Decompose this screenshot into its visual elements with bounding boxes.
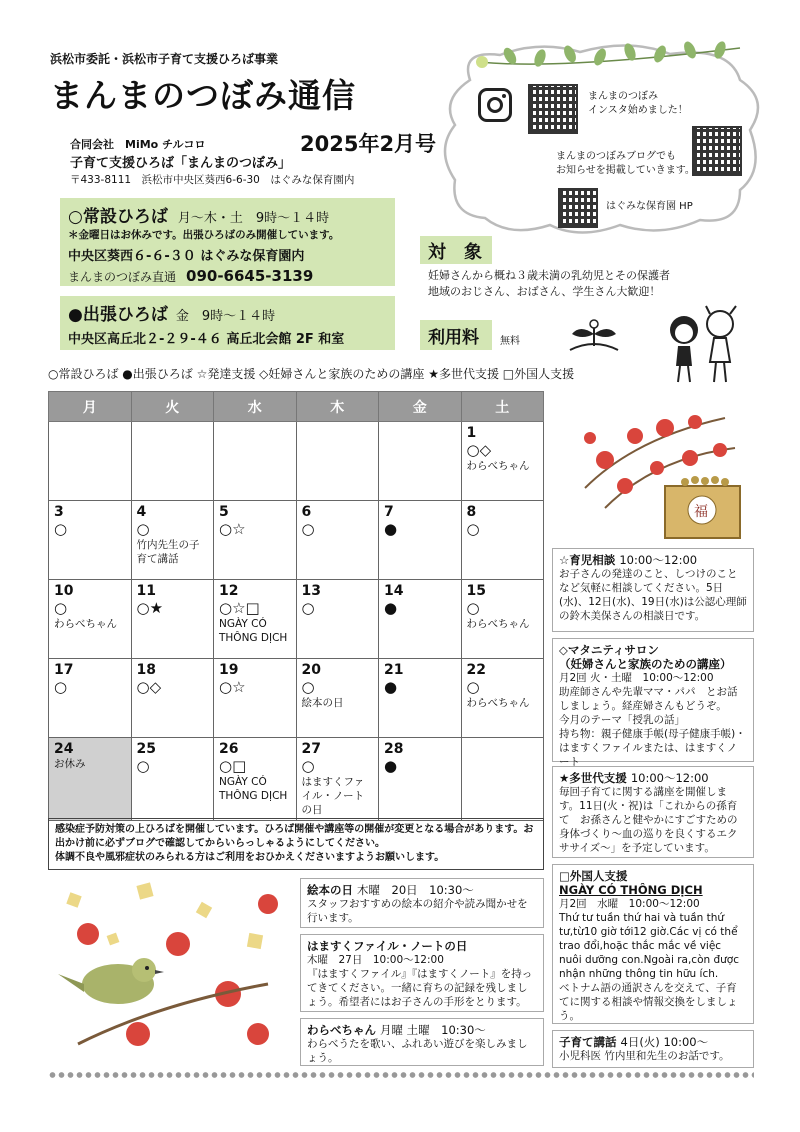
outreach-address: 中央区高丘北２-２９-４６ 高丘北会館 2F 和室 — [68, 332, 345, 347]
issue-date: 2025年2月号 — [300, 132, 437, 156]
day-number: 12 — [219, 583, 239, 599]
day-symbols: ○☆ — [219, 520, 246, 538]
hamasuku-time: 木曜 27日 10:00〜12:00 — [307, 954, 444, 966]
calendar-day-cell — [214, 580, 297, 659]
day-number: 13 — [301, 583, 321, 599]
blog-text: まんまのつぼみブログでも お知らせを掲載していきます。 — [556, 151, 695, 176]
warabe-time: 月曜 土曜 10:30〜 — [380, 1023, 486, 1037]
day-note: わらべちゃん — [466, 697, 530, 709]
day-note: わらべちゃん — [466, 618, 530, 630]
fee-label: 利用料 — [420, 320, 492, 350]
day-note: わらべちゃん — [466, 460, 530, 472]
foreign-time: 月2回 水曜 10:00〜12:00 — [559, 898, 700, 910]
hiroba-address: 〒433-8111 浜松市中央区葵西6-6-30 はぐみな保育園内 — [70, 174, 355, 186]
hp-qr-code — [558, 188, 598, 228]
day-number: 1 — [466, 425, 477, 441]
calendar-day-cell — [214, 501, 297, 580]
notice-box — [48, 818, 544, 870]
regular-title: ○常設ひろば — [68, 207, 168, 227]
day-note: NGÀY CÓ THÔNG DỊCH — [219, 776, 288, 802]
day-symbols: ● — [384, 757, 398, 775]
maternity-body: 助産師さんや先輩ママ・パパ とお話しましょう。経産婦さんもどうぞ。 — [559, 686, 738, 712]
calendar-day-cell — [296, 580, 379, 659]
weekday-sat: 土 — [461, 392, 544, 422]
notice-line1: 感染症予防対策の上ひろばを開催しています。ひろば開催や講座等の開催が変更となる場合があります。お出かけ前に必ずブログで確認してからいらっしゃるようにしてください。 — [55, 824, 534, 849]
day-symbols: ○ — [466, 599, 480, 617]
day-number: 14 — [384, 583, 404, 599]
bush-warbler-plum-illustration — [48, 874, 294, 1066]
side-kowa — [552, 1030, 754, 1068]
day-number: 7 — [384, 504, 394, 520]
phone-label: まんまのつぼみ直通 — [68, 270, 177, 284]
day-number: 25 — [136, 741, 156, 757]
calendar-day-cell — [131, 580, 214, 659]
calendar-day-cell — [461, 659, 544, 738]
ikuji-time: 10:00〜12:00 — [619, 553, 698, 567]
ikuji-body: お子さんの発達のこと、しつけのことなど気軽に相談してください。5日(水)、12日(水)、19日(水)は公認心理師の鈴木美保さんの相談日です。 — [559, 568, 747, 622]
day-note: NGÀY CÓ THÔNG DỊCH — [219, 618, 288, 644]
calendar-day-cell — [379, 659, 462, 738]
fuku-character: 福 — [694, 504, 708, 520]
day-number: 8 — [466, 504, 477, 520]
maternity-items: 持ち物：親子健康手帳(母子健康手帳)・はますくファイルまたは、はますくノート — [559, 728, 746, 768]
outreach-hiroba-box — [60, 296, 395, 350]
side-maternity — [552, 638, 754, 768]
day-symbols: ○ — [301, 757, 315, 775]
weekday-fri: 金 — [379, 392, 462, 422]
event-warabe — [300, 1018, 544, 1066]
calendar-day-cell — [49, 580, 132, 659]
ikuji-title: ☆育児相談 — [559, 553, 616, 567]
weekday-mon: 月 — [49, 392, 132, 422]
calendar-day-cell — [214, 422, 297, 501]
kowa-time: 4日(火) 10:00〜 — [620, 1035, 709, 1049]
calendar-day-cell — [461, 501, 544, 580]
company-name: 合同会社 MiMo チルコロ — [70, 138, 206, 151]
legend: ○常設ひろば ●出張ひろば ☆発達支援 ◇妊婦さんと家族のための講座 ★多世代支援 □外国人支援 — [48, 367, 575, 381]
target-text: 妊婦さんから概ね３歳未満の乳幼児とその保護者 地域のおじさん、おばさん、学生さん大歓迎！ — [428, 269, 670, 298]
calendar-week-row — [49, 501, 544, 580]
tasedai-body: 毎回子育てに関する講座を開催します。11日(火・祝)は「これからの孫育て お孫さんと健やかにすごすための身体づくり〜血の巡りを良くするエクササイズ〜」を予定しています。 — [559, 786, 738, 854]
regular-hiroba-box — [60, 198, 395, 286]
day-symbols: ○□ — [219, 757, 247, 775]
calendar-day-cell — [49, 501, 132, 580]
day-number: 5 — [219, 504, 229, 520]
ehon-time: 木曜 20日 10:30〜 — [357, 883, 474, 897]
calendar-day-cell — [131, 422, 214, 501]
regular-address: 中央区葵西６-６-３０ はぐみな保育園内 — [68, 249, 305, 264]
day-note: お休み — [54, 758, 86, 770]
calendar-day-cell — [214, 659, 297, 738]
calendar-day-cell — [131, 738, 214, 821]
day-symbols: ○☆ — [219, 678, 246, 696]
day-note: わらべちゃん — [54, 618, 117, 630]
blog-qr-code — [692, 126, 742, 176]
notice-line2: 体調不良や風邪症状のみられる方はご利用をおひかえくださいますようお願いします。 — [55, 852, 445, 863]
outreach-hours: 金 9時〜１４時 — [175, 309, 276, 324]
day-number: 15 — [466, 583, 486, 599]
instagram-icon[interactable] — [478, 88, 512, 122]
weekday-wed: 水 — [214, 392, 297, 422]
calendar-day-cell — [49, 422, 132, 501]
instagram-qr-code — [528, 84, 578, 134]
ehon-body: スタッフおすすめの絵本の紹介や読み聞かせを行います。 — [307, 898, 528, 924]
day-symbols: ○ — [136, 520, 150, 538]
day-number: 4 — [136, 504, 147, 520]
day-number: 19 — [219, 662, 239, 678]
foreign-title: □外国人支援 — [559, 869, 628, 883]
plum-lucky-bag-illustration — [565, 398, 755, 548]
phone-number[interactable]: 090-6645-3139 — [186, 267, 314, 285]
fee-value: 無料 — [500, 336, 520, 347]
day-number: 28 — [384, 741, 404, 757]
tasedai-time: 10:00〜12:00 — [630, 771, 709, 785]
warabe-title: わらべちゃん — [307, 1023, 376, 1037]
calendar-day-cell — [131, 501, 214, 580]
calendar-header-row — [49, 392, 544, 422]
calendar-day-cell — [296, 501, 379, 580]
maternity-title: ◇マタニティサロン — [559, 643, 659, 657]
sprout-icon — [566, 316, 622, 356]
day-symbols: ○ — [466, 520, 480, 538]
tasedai-title: ★多世代支援 — [559, 771, 627, 785]
kowa-body: 小児科医 竹内里和先生のお話です。 — [559, 1050, 730, 1062]
calendar-day-cell — [461, 422, 544, 501]
hamasuku-body: 『はますくファイル』『はますくノート』を持ってきてください。一緒に育ちの記録を残しましょう。希望者にはお子さんの手形をとります。 — [307, 968, 533, 1008]
day-symbols: ● — [384, 678, 398, 696]
dotted-divider — [48, 1072, 754, 1078]
day-symbols: ○★ — [136, 599, 164, 617]
hamasuku-title: はますくファイル・ノートの日 — [307, 939, 468, 953]
side-ikuji — [552, 548, 754, 632]
day-number: 6 — [301, 504, 312, 520]
target-label: 対 象 — [420, 236, 492, 264]
day-number: 27 — [301, 741, 321, 757]
warabe-body: わらべうたを歌い、ふれあい遊びを楽しみましょう。 — [307, 1038, 528, 1064]
calendar-day-cell — [296, 659, 379, 738]
side-tasedai — [552, 766, 754, 858]
day-number: 17 — [54, 662, 74, 678]
supertitle: 浜松市委託・浜松市子育て支援ひろば事業 — [50, 52, 279, 66]
day-symbols: ○ — [54, 520, 68, 538]
day-symbols: ● — [384, 520, 398, 538]
calendar-week-row — [49, 738, 544, 821]
side-foreign — [552, 864, 754, 1024]
hp-text: はぐみな保育園 HP — [606, 201, 693, 212]
day-symbols: ○☆□ — [219, 599, 260, 617]
day-number: 11 — [136, 583, 156, 599]
calendar-day-cell — [131, 659, 214, 738]
day-number: 20 — [301, 662, 321, 678]
maternity-time: 月2回 火・土曜 10:00〜12:00 — [559, 672, 714, 684]
calendar-day-cell — [461, 738, 544, 821]
day-symbols: ○ — [54, 599, 68, 617]
regular-note: ＊金曜日はお休みです。出張ひろばのみ開催しています。 — [68, 229, 340, 241]
calendar-week-row — [49, 659, 544, 738]
calendar — [48, 391, 544, 821]
calendar-day-cell — [49, 659, 132, 738]
maternity-subtitle: （妊婦さんと家族のための講座） — [559, 657, 732, 671]
outreach-title: ●出張ひろば — [68, 305, 168, 325]
calendar-day-cell — [461, 580, 544, 659]
day-symbols: ○ — [301, 520, 315, 538]
page-title: まんまのつぼみ通信 — [50, 76, 356, 115]
calendar-day-cell — [379, 422, 462, 501]
day-number: 24 — [54, 741, 74, 757]
day-number: 3 — [54, 504, 64, 520]
foreign-subtitle: NGÀY CÓ THÔNG DỊCH — [559, 883, 703, 897]
kowa-title: 子育て講話 — [559, 1035, 617, 1049]
calendar-week-row — [49, 422, 544, 501]
day-note: はますくファイル・ノートの日 — [301, 776, 365, 816]
day-symbols: ○ — [54, 678, 68, 696]
day-note: 竹内先生の子育て講話 — [136, 539, 200, 565]
day-number: 22 — [466, 662, 486, 678]
calendar-day-cell — [296, 738, 379, 821]
day-symbols: ○ — [136, 757, 150, 775]
day-number: 26 — [219, 741, 239, 757]
day-number: 10 — [54, 583, 74, 599]
day-symbols: ○ — [301, 678, 315, 696]
calendar-day-cell — [379, 580, 462, 659]
weekday-thu: 木 — [296, 392, 379, 422]
calendar-day-cell — [379, 738, 462, 821]
day-number: 21 — [384, 662, 404, 678]
event-hamasuku — [300, 934, 544, 1012]
calendar-day-cell — [296, 422, 379, 501]
day-symbols: ○ — [466, 678, 480, 696]
day-note: 絵本の日 — [301, 697, 344, 709]
foreign-ja: ベトナム語の通訳さんを交えて、子育てに関する相談や情報交換をしましょう。 — [559, 982, 738, 1022]
children-illustration — [660, 302, 746, 386]
instagram-text: まんまのつぼみ インスタ始めました！ — [588, 91, 688, 116]
event-ehon — [300, 878, 544, 928]
weekday-tue: 火 — [131, 392, 214, 422]
day-symbols: ○◇ — [136, 678, 162, 696]
hiroba-name: 子育て支援ひろば「まんまのつぼみ」 — [70, 156, 292, 171]
day-symbols: ○ — [301, 599, 315, 617]
calendar-day-cell — [49, 738, 132, 821]
regular-hours: 月〜木・土 9時〜１４時 — [177, 211, 330, 226]
maternity-theme: 今月のテーマ「授乳の話」 — [559, 714, 685, 726]
calendar-week-row — [49, 580, 544, 659]
day-number: 18 — [136, 662, 156, 678]
foreign-vi: Thứ tư tuần thứ hai và tuần thứ tư,từ10 giờ tới12 giờ.Các vị có thể trao đổi,hoặc thắc mắc về việc nuôi dưỡng con.Ngoài ra,còn được nhận những thông tin hữu ích. — [559, 912, 740, 980]
ehon-title: 絵本の日 — [307, 883, 353, 897]
day-symbols: ● — [384, 599, 398, 617]
calendar-day-cell — [379, 501, 462, 580]
day-symbols: ○◇ — [466, 441, 492, 459]
calendar-day-cell — [214, 738, 297, 821]
